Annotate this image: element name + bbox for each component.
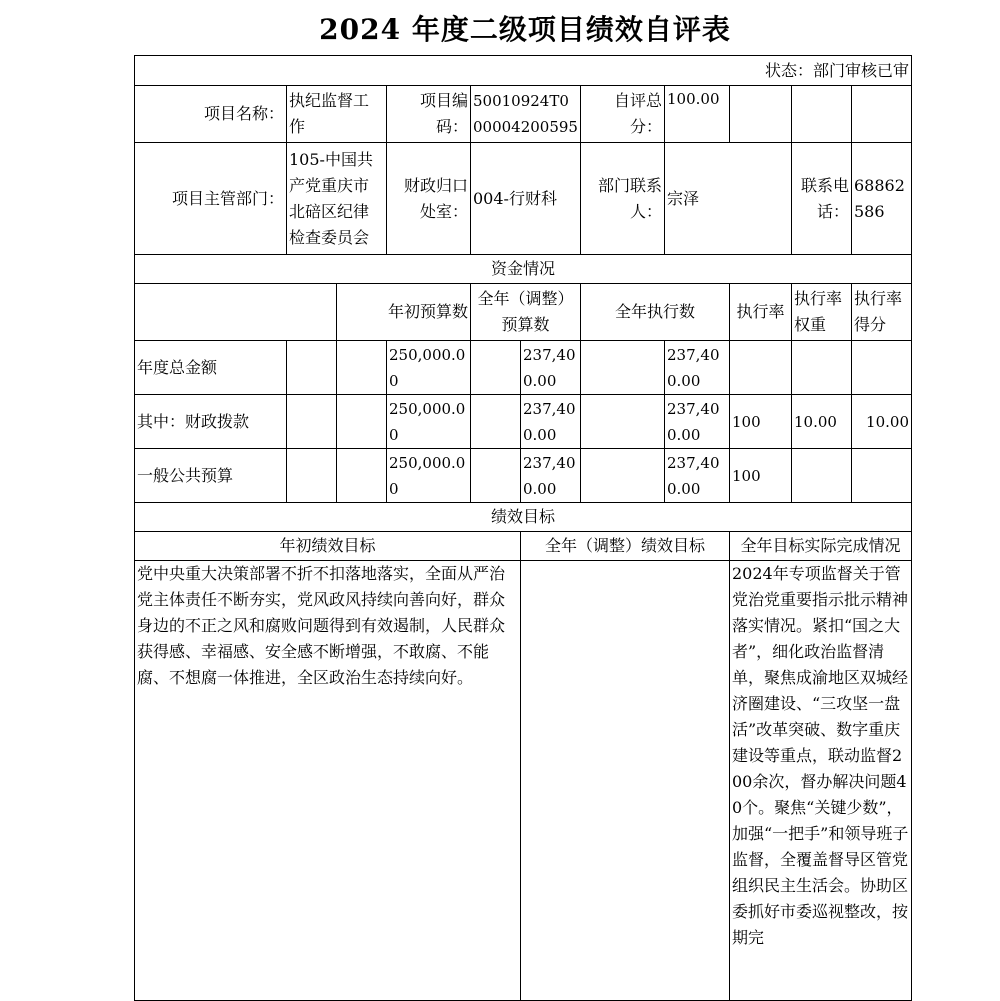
- row-score: [852, 341, 912, 395]
- row-executed: 237,400.00: [665, 449, 730, 503]
- header-exec-rate: 执行率: [730, 284, 792, 341]
- header-adjusted-budget: 全年（调整）预算数: [471, 284, 581, 341]
- row-executed: 237,400.00: [665, 341, 730, 395]
- row-rate: 100: [730, 395, 792, 449]
- adjusted-objective-text: [521, 561, 730, 1001]
- row-weight: [792, 341, 852, 395]
- row-weight: [792, 449, 852, 503]
- row-rate: 100: [730, 449, 792, 503]
- header-rate-weight: 执行率权重: [792, 284, 852, 341]
- row-score: [852, 449, 912, 503]
- table-row: [135, 449, 912, 503]
- row-executed: 237,400.00: [665, 395, 730, 449]
- phone-label: 联系电话：: [792, 143, 852, 255]
- row-label: 年度总金额: [135, 341, 287, 395]
- project-name-value: 执纪监督工作: [287, 86, 387, 143]
- table-row: [135, 341, 912, 395]
- self-score-value: 100.00: [665, 86, 730, 143]
- finance-office-label: 财政归口处室：: [387, 143, 471, 255]
- header-initial-budget: 年初预算数: [337, 284, 471, 341]
- project-code-label: 项目编码：: [387, 86, 471, 143]
- row-adjusted: 237,400.00: [521, 341, 581, 395]
- row-initial: 250,000.00: [387, 395, 471, 449]
- row-label: 一般公共预算: [135, 449, 287, 503]
- row-label: 其中：财政拨款: [135, 395, 287, 449]
- self-score-label: 自评总分：: [581, 86, 665, 143]
- contact-person-value: 宗泽: [665, 143, 792, 255]
- dept-label: 项目主管部门：: [135, 143, 287, 255]
- row-adjusted: 237,400.00: [521, 449, 581, 503]
- adjusted-objective-header: 全年（调整）绩效目标: [521, 532, 730, 561]
- project-name-label: 项目名称：: [135, 86, 287, 143]
- phone-value: 68862586: [852, 143, 912, 255]
- actual-completion-text: 2024年专项监督关于管党治党重要指示批示精神落实情况。紧扣“国之大者”，细化政治监督清单，聚焦成渝地区双城经济圈建设、“三攻坚一盘活”改革突破、数字重庆建设等重点，联动监督200余次，督办解决问题40个。聚焦“关键少数”，加强“一把手”和领导班子监督，全覆盖督导区管党组织民主生活会。协助区委抓好市委巡视整改，按期完: [730, 561, 912, 1001]
- evaluation-table: [134, 55, 912, 1001]
- initial-objective-text: 党中央重大决策部署不折不扣落地落实，全面从严治党主体责任不断夯实，党风政风持续向善向好，群众身边的不正之风和腐败问题得到有效遏制，人民群众获得感、幸福感、安全感不断增强，不敢腐、不能腐、不想腐一体推进，全区政治生态持续向好。: [135, 561, 521, 1001]
- objectives-section-title: 绩效目标: [135, 503, 912, 532]
- row-initial: 250,000.00: [387, 449, 471, 503]
- row-weight: 10.00: [792, 395, 852, 449]
- initial-objective-header: 年初绩效目标: [135, 532, 521, 561]
- finance-office-value: 004-行财科: [471, 143, 581, 255]
- funds-section-title: 资金情况: [135, 255, 912, 284]
- contact-person-label: 部门联系人：: [581, 143, 665, 255]
- table-row: [135, 395, 912, 449]
- dept-value: 105-中国共产党重庆市北碚区纪律检查委员会: [287, 143, 387, 255]
- row-rate: [730, 341, 792, 395]
- row-score: 10.00: [852, 395, 912, 449]
- project-code-value: 50010924T000004200595: [471, 86, 581, 143]
- page-title: 2024 年度二级项目绩效自评表: [319, 13, 731, 46]
- header-rate-score: 执行率得分: [852, 284, 912, 341]
- status-text: 状态：部门审核已审: [135, 56, 912, 86]
- header-executed: 全年执行数: [581, 284, 730, 341]
- row-initial: 250,000.00: [387, 341, 471, 395]
- row-adjusted: 237,400.00: [521, 395, 581, 449]
- actual-completion-header: 全年目标实际完成情况: [730, 532, 912, 561]
